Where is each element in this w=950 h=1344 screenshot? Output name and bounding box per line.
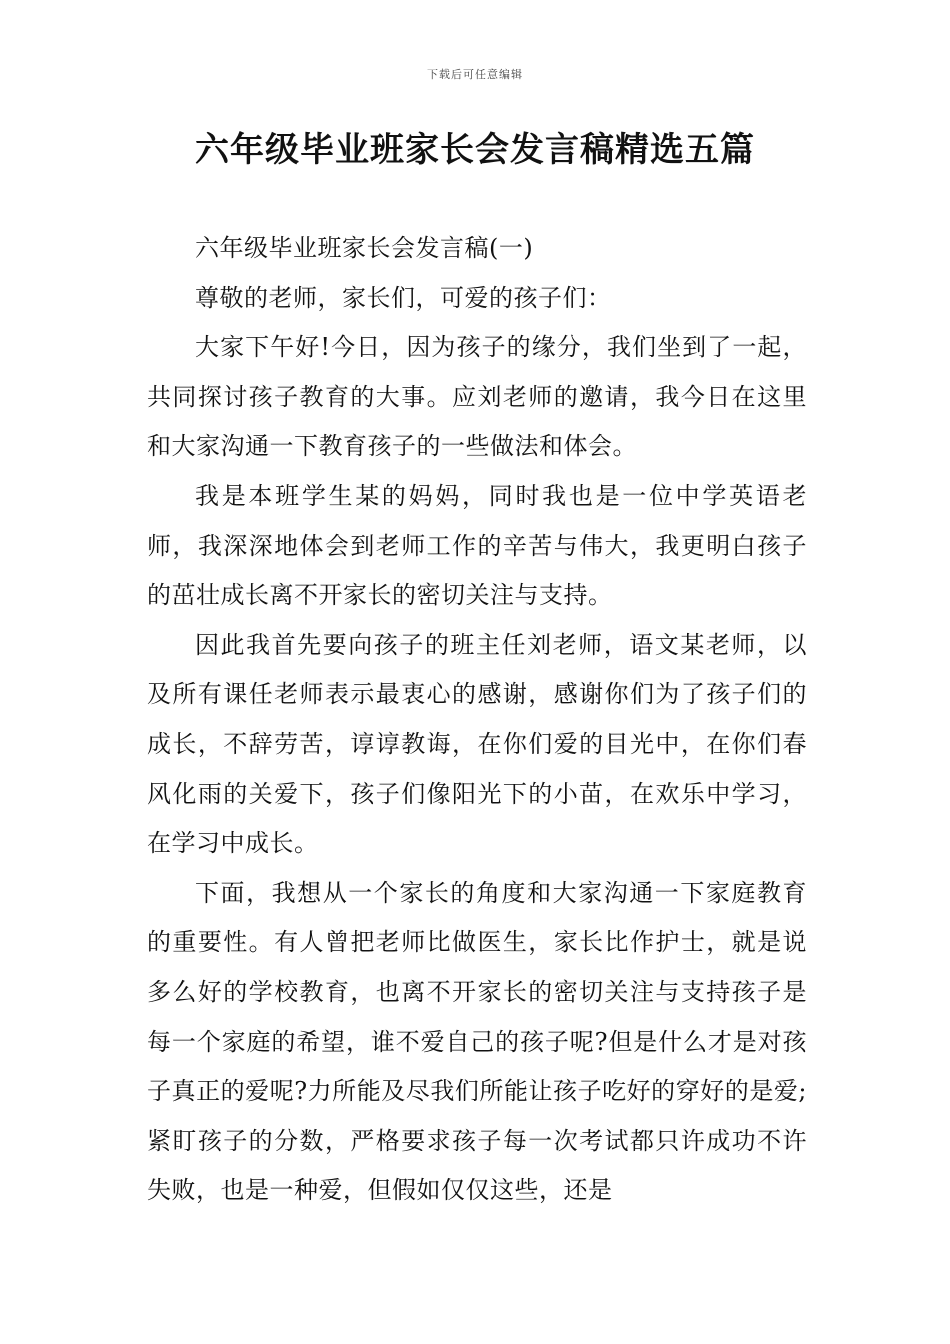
paragraph: 下面，我想从一个家长的角度和大家沟通一下家庭教育的重要性。有人曾把老师比做医生，家长比作护士，就是说多么好的学校教育，也离不开家长的密切关注与支持孩子是每一个家庭的希望，谁不爱自己的孩子呢?但是什么才是对孩子真正的爱呢?力所能及尽我们所能让孩子吃好的穿好的是爱;紧盯孩子的分数，严格要求孩子每一次考试都只许成功不许失败，也是一种爱，但假如仅仅这些，还是 — [147, 878, 807, 1205]
paragraph: 大家下午好!今日，因为孩子的缘分，我们坐到了一起，共同探讨孩子教育的大事。应刘老师的邀请，我今日在这里和大家沟通一下教育孩子的一些做法和体会。 — [147, 333, 807, 461]
paragraph-salutation: 尊敬的老师，家长们，可爱的孩子们： — [195, 283, 612, 312]
paragraph: 我是本班学生某的妈妈，同时我也是一位中学英语老师，我深深地体会到老师工作的辛苦与伟大，我更明白孩子的茁壮成长离不开家长的密切关注与支持。 — [147, 481, 807, 610]
header-note: 下载后可任意编辑 — [427, 68, 523, 81]
paragraph-subtitle: 六年级毕业班家长会发言稿(一) — [195, 234, 534, 262]
paragraph: 因此我首先要向孩子的班主任刘老师，语文某老师，以及所有课任老师表示最衷心的感谢，感谢你们为了孩子们的成长，不辞劳苦，谆谆教诲，在你们爱的目光中，在你们春风化雨的关爱下，孩子们像阳光下的小苗，在欢乐中学习，在学习中成长。 — [147, 630, 807, 858]
document-body — [147, 224, 807, 1216]
document-title: 六年级毕业班家长会发言稿精选五篇 — [195, 130, 755, 170]
